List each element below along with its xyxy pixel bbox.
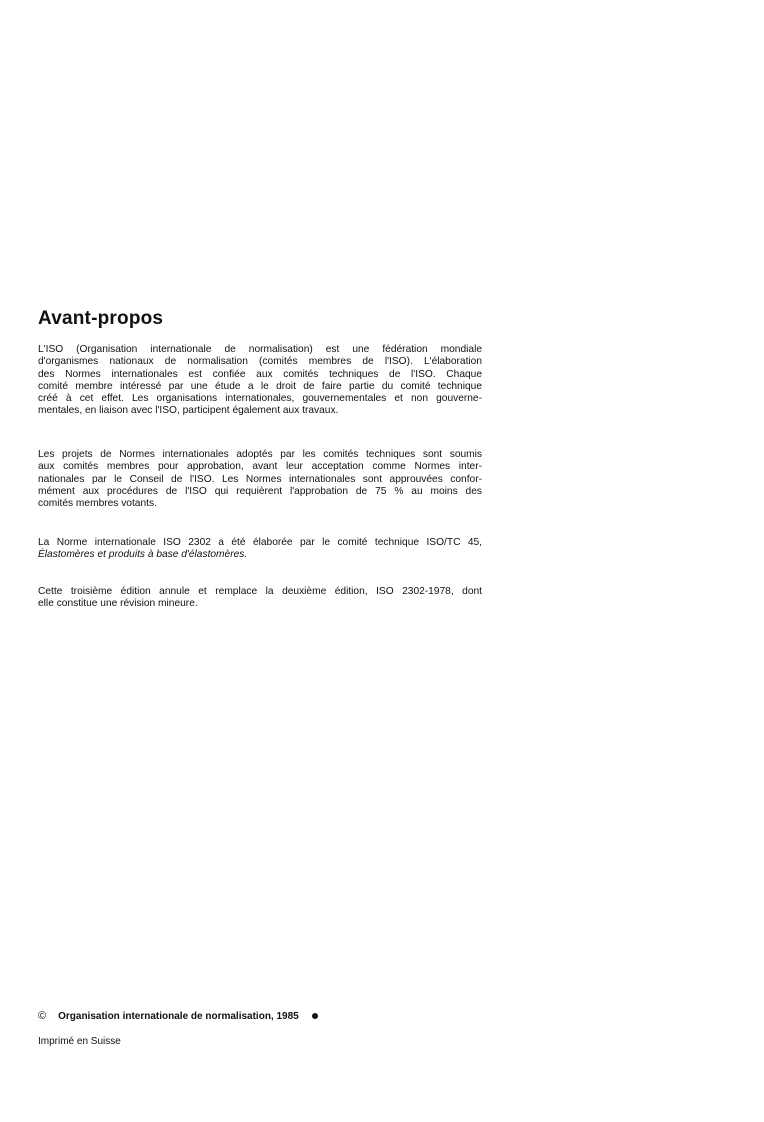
text-line: mentales, en liaison avec l'ISO, participent également aux travaux. xyxy=(38,405,339,417)
text-line: Élastomères et produits à base d'élastomères. xyxy=(38,549,248,561)
copyright-icon: © xyxy=(38,1010,47,1022)
text-line: elle constitue une révision mineure. xyxy=(38,598,198,610)
text-line: Cette troisième édition annule et remplace la deuxième édition, ISO 2302-1978, dont xyxy=(38,586,482,597)
text-line: aux comités membres pour approbation, avant leur acceptation comme Normes inter- xyxy=(38,461,482,473)
paragraph-edition xyxy=(38,586,482,611)
paragraph-committee xyxy=(38,537,482,562)
text-line: L'ISO (Organisation internationale de normalisation) est une fédération mondiale xyxy=(38,344,482,355)
bullet-icon xyxy=(312,1013,318,1019)
text-line: comités membres votants. xyxy=(38,498,157,510)
text-line: créé à cet effet. Les organisations internationales, gouvernementales et non gouverne- xyxy=(38,393,482,405)
text-line: mément aux procédures de l'ISO qui requièrent l'approbation de 75 % au moins des xyxy=(38,485,482,497)
text-line: La Norme internationale ISO 2302 a été élaborée par le comité technique ISO/TC 45, xyxy=(38,537,482,548)
text-line: Les projets de Normes internationales adoptés par les comités techniques sont soumis xyxy=(38,449,482,460)
paragraph-approval xyxy=(38,449,482,510)
text-line: nationales par le Conseil de l'ISO. Les Normes internationales sont approuvées confor- xyxy=(38,473,482,485)
paragraph-iso-intro xyxy=(38,344,482,418)
text-line: comité membre intéressé par une étude a le droit de faire partie du comité technique xyxy=(38,380,482,392)
text-line: des Normes internationales est confiée aux comités techniques de l'ISO. Chaque xyxy=(38,368,482,380)
page-title: Avant-propos xyxy=(38,308,164,329)
copyright-notice xyxy=(38,1010,318,1022)
copyright-text: Organisation internationale de normalisation, 1985 xyxy=(58,1010,299,1022)
printed-in: Imprimé en Suisse xyxy=(38,1036,121,1047)
text-line: d'organismes nationaux de normalisation (comités membres de l'ISO). L'élaboration xyxy=(38,356,482,368)
